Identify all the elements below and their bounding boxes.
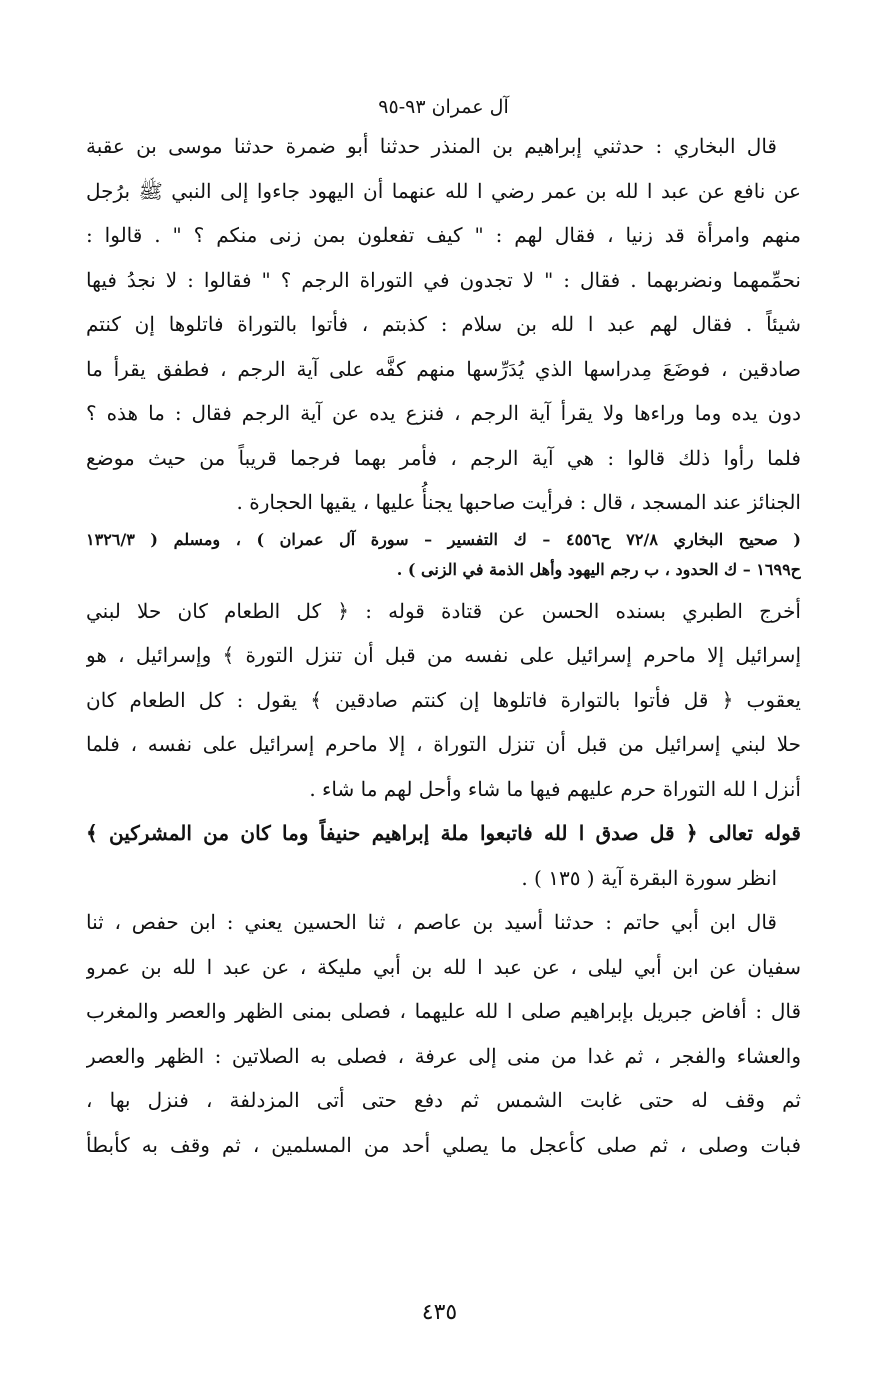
text-line: قال ابن أبي حاتم : حدثنا أسيد بن عاصم ، ثنا الحسين يعني : ابن حفص ، ثنا [86, 910, 777, 934]
text-line: الجنائز عند المسجد ، قال : فرأيت صاحبها يجنأُ عليها ، يقيها الحجارة . [236, 490, 801, 514]
text-line: قال : أفاض جبريل بإبراهيم صلى ا لله عليهما ، فصلى بمنى الظهر والعصر والمغرب [86, 999, 801, 1023]
text-line: عن نافع عن عبد ا لله بن عمر رضي ا لله عنهما أن اليهود جاءوا إلى النبي ﷺ برُجل [86, 178, 801, 203]
text-line: والعشاء والفجر ، ثم غدا من منى إلى عرفة ، فصلى به الصلاتين : الظهر والعصر [86, 1043, 801, 1068]
text-line: منهم وامرأة قد زنيا ، فقال لهم : " كيف تفعلون بمن زنى منكم ؟ " . قالوا : [86, 223, 801, 247]
text-line: شيئاً . فقال لهم عبد ا لله بن سلام : كذبتم ، فأتوا بالتوراة فاتلوها إن كنتم [86, 312, 801, 336]
text-line: إسرائيل إلا ماحرم إسرائيل على نفسه من قبل أن تنزل التورة ﴾ وإسرائيل ، هو [86, 643, 801, 667]
source-reference [86, 525, 801, 585]
reference-line: ح١٦٩٩ – ك الحدود ، ب رجم اليهود وأهل الذمة في الزنى ) . [396, 559, 801, 579]
text-line: فبات وصلى ، ثم صلى كأعجل ما يصلي أحد من المسلمين ، ثم وقف به كأبطأ [86, 1132, 801, 1157]
hadith-bukhari-paragraph [86, 124, 801, 525]
reference-line: ( صحيح البخاري ٧٢/٨ ح٤٥٥٦ – ك التفسير – سورة آل عمران ) ، ومسلم ( ١٣٢٦/٣ [86, 529, 801, 549]
text-line: أنزل ا لله التوراة حرم عليهم فيها ما شاء وأحل لهم ما شاء . [309, 776, 801, 801]
page-number: ٤٣٥ [421, 1300, 458, 1325]
running-header: آل عمران ٩٣-٩٥ [378, 96, 509, 118]
text-line: فلما رأوا ذلك قالوا : هي آية الرجم ، فأمر بهما فرجما قريباً من حيث موضع [86, 445, 801, 470]
text-line: سفيان عن ابن أبي ليلى ، عن عبد ا لله بن أبي مليكة ، عن عبد ا لله بن عمرو [86, 954, 801, 979]
text-line: دون يده وما وراءها ولا يقرأ آية الرجم ، فنزع يده عن آية الرجم فقال : ما هذه ؟ [86, 401, 801, 425]
text-line: ثم وقف له حتى غابت الشمس ثم دفع حتى أتى المزدلفة ، فنزل بها ، [86, 1088, 801, 1112]
text-line: حلا لبني إسرائيل من قبل أن تنزل التوراة ، إلا ماحرم إسرائيل على نفسه ، فلما [86, 732, 801, 756]
text-line: قال البخاري : حدثني إبراهيم بن المنذر حدثنا أبو ضمرة حدثنا موسى بن عقبة [86, 134, 777, 158]
verse-heading-block [86, 811, 801, 900]
text-line: صادقين ، فوضَعَ مِدراسها الذي يُدَرِّسها منهم كفَّه على آية الرجم ، فطفق يقرأ ما [86, 356, 801, 381]
ibn-abi-hatim-paragraph [86, 900, 801, 1167]
text-line: يعقوب ﴿ قل فأتوا بالتوارة فاتلوها إن كنتم صادقين ﴾ يقول : كل الطعام كان [86, 687, 801, 712]
tabari-paragraph [86, 589, 801, 812]
cross-reference-note: انظر سورة البقرة آية ( ١٣٥ ) . [521, 865, 777, 890]
text-line: أخرج الطبري بسنده الحسن عن قتادة قوله : ﴿ كل الطعام كان حلا لبني [86, 598, 801, 623]
text-line: نحمِّمهما ونضربهما . فقال : " لا تجدون في التوراة الرجم ؟ " فقالوا : لا نجدُ فيها [86, 267, 801, 292]
verse-heading: قوله تعالى ﴿ قل صدق ا لله فاتبعوا ملة إبراهيم حنيفاً وما كان من المشركين ﴾ [86, 821, 801, 845]
